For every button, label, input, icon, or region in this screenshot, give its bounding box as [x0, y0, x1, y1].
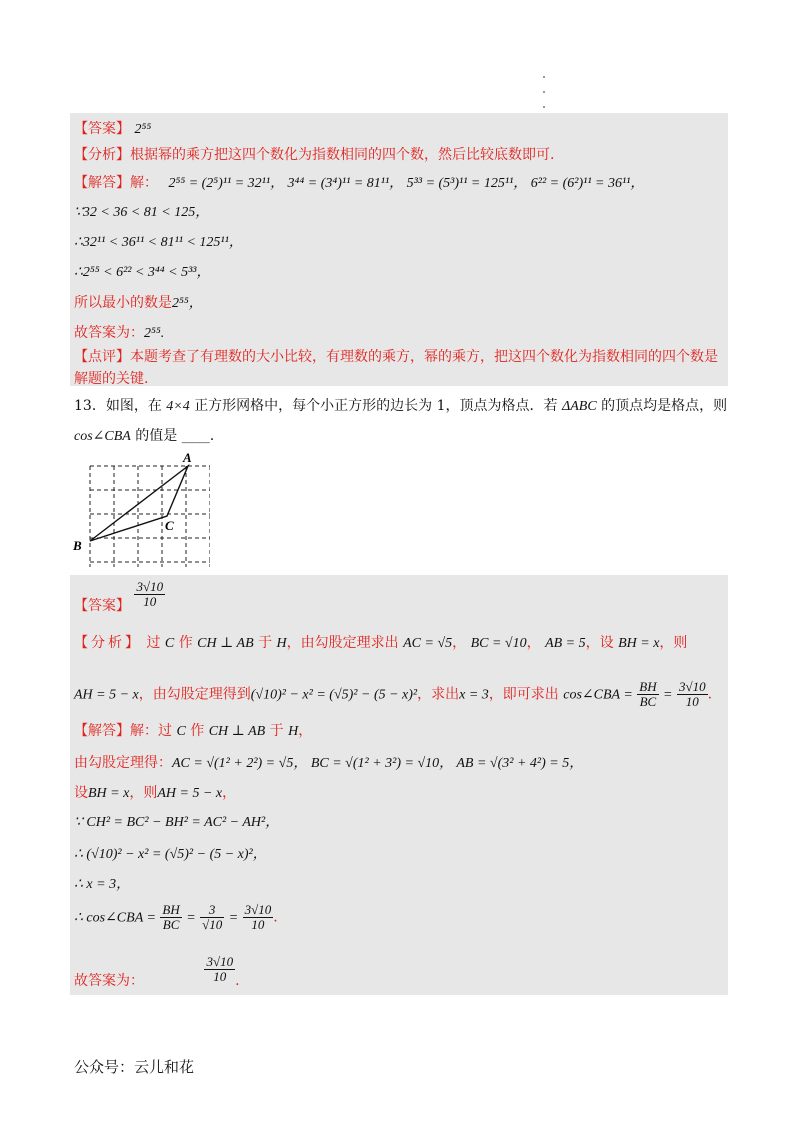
q13-solution-line-2	[74, 754, 583, 773]
answer-blank: ____.	[181, 428, 215, 444]
answer-fraction	[134, 580, 165, 609]
solution-step: ∴2⁵⁵ < 6²² < 3⁴⁴ < 5³³，	[74, 265, 211, 280]
footer-account-name: 公众号：云儿和花	[74, 1058, 195, 1076]
analysis-math: BH = x	[618, 636, 660, 651]
solution-tag: 【解答】	[74, 175, 130, 191]
solution-math: 2⁵⁵，	[172, 296, 203, 311]
solution-text: 由勾股定理得：	[74, 755, 172, 771]
analysis-text: ，即可求出	[488, 686, 559, 703]
q13-stem-line-2	[74, 426, 214, 447]
stem-text: 正方形网格中，每个小正方形的边长为 1，顶点为格点．若	[194, 398, 558, 414]
final-answer-label: 故答案为：	[74, 973, 144, 989]
fraction-numerator: 3	[200, 903, 224, 918]
comment-tag: 【点评】	[74, 349, 130, 365]
solution-text: 设	[74, 785, 88, 801]
solution-math: =	[186, 910, 196, 926]
solution-step: ∴32¹¹ < 36¹¹ < 81¹¹ < 125¹¹，	[74, 235, 243, 250]
stem-math: ΔABC	[562, 399, 597, 414]
solution-math: ∴ cos∠CBA =	[74, 910, 156, 926]
q12-comment-line	[74, 348, 718, 366]
analysis-text: 于	[258, 635, 273, 651]
analysis-text: ，则	[659, 635, 688, 651]
fraction-numerator: 3√10	[136, 579, 164, 594]
answer-tag: 【答案】	[74, 121, 130, 137]
solution-text: ，	[298, 723, 313, 739]
final-answer-label: 故答案为：	[74, 325, 144, 341]
stem-text: 13．如图，在	[74, 398, 162, 414]
vertex-label-b: B	[73, 538, 82, 553]
analysis-math: CH ⊥ AB	[197, 636, 254, 651]
comment-text: 本题考查了有理数的大小比较，有理数的乘方，幂的乘方，把这四个数化为指数相同的四个数是	[130, 349, 718, 365]
q12-solution-line	[74, 174, 644, 193]
vertex-label-c: C	[165, 518, 174, 533]
decorative-dot	[543, 106, 545, 108]
solution-text: .	[273, 909, 278, 926]
q13-answer-line	[74, 580, 165, 614]
fraction-numerator: BH	[162, 902, 180, 917]
solution-text: ，则	[129, 785, 158, 801]
analysis-math: x = 3	[459, 687, 489, 703]
solution-text: 所以最小的数是	[74, 295, 172, 311]
analysis-math: H	[276, 636, 287, 651]
stem-text: 的值是	[135, 428, 178, 444]
q13-solution-line-7	[74, 903, 278, 932]
solution-math: BH = x	[88, 786, 130, 801]
solution-step: ∴ x = 3，	[74, 877, 131, 892]
analysis-text: ，设	[585, 635, 614, 651]
fraction-denominator: 10	[251, 917, 265, 932]
solution-math: =	[228, 910, 239, 926]
analysis-tag: 【分析】	[74, 635, 142, 651]
fraction-numerator: 3√10	[244, 902, 272, 917]
vertex-label-a: A	[183, 452, 192, 465]
analysis-tag: 【分析】	[74, 147, 130, 163]
fraction-denominator: 10	[143, 594, 157, 609]
fraction-denominator: √10	[202, 917, 223, 932]
q13-analysis-line-1	[74, 634, 687, 653]
analysis-math: C	[164, 636, 175, 651]
analysis-text: .	[707, 686, 713, 703]
analysis-text: 根据幂的乘方把这四个数化为指数相同的四个数，然后比较底数即可.	[130, 147, 555, 163]
solution-lead: 解：	[130, 175, 158, 191]
dashed-grid	[90, 466, 210, 567]
solution-step: ∵32 < 36 < 81 < 125，	[74, 205, 210, 220]
analysis-text: ，由勾股定理求出	[286, 635, 399, 651]
solution-step	[74, 294, 203, 313]
final-answer-fraction	[204, 955, 235, 984]
analysis-text: 过	[146, 635, 161, 651]
final-answer-text: .	[235, 973, 240, 989]
analysis-math: AH = 5 − x	[74, 687, 139, 703]
comment-text: 解题的关键.	[74, 371, 149, 387]
q13-analysis-line-2	[74, 680, 712, 709]
solution-math: H	[288, 724, 299, 739]
solution-step	[74, 324, 164, 343]
analysis-math: AB = 5	[545, 636, 586, 651]
fraction-3-sqrt10	[200, 903, 224, 932]
answer-tag: 【答案】	[74, 598, 130, 614]
analysis-text: 作	[178, 635, 193, 651]
analysis-math: (√10)² − x² = (√5)² − (5 − x)²	[250, 687, 418, 703]
fraction-bh-bc	[637, 680, 658, 709]
stem-text: 的顶点均是格点，则	[601, 398, 728, 414]
solution-math: CH ⊥ AB	[208, 724, 266, 739]
fraction-denominator: BC	[162, 917, 180, 932]
analysis-text: ，由勾股定理得到	[138, 686, 251, 703]
q12-answer-line	[74, 120, 151, 139]
decorative-dot	[543, 76, 545, 78]
decorative-dot	[543, 91, 545, 93]
analysis-text: ，求出	[417, 686, 460, 703]
fraction-numerator: BH	[639, 679, 657, 694]
fraction-denominator: 10	[685, 694, 699, 709]
solution-text: 于	[269, 723, 284, 739]
fraction-denominator: BC	[639, 694, 657, 709]
stem-math: cos∠CBA	[74, 429, 131, 444]
grid-triangle-figure	[70, 452, 210, 577]
analysis-text: ，	[452, 635, 467, 651]
fraction-numerator: 3√10	[678, 679, 706, 694]
analysis-math: AC = √5	[403, 636, 453, 651]
fraction-denominator: 10	[213, 969, 227, 984]
analysis-math: BC = √10	[470, 636, 527, 651]
q13-solution-line-1	[74, 722, 312, 741]
analysis-math: cos∠CBA =	[563, 687, 633, 703]
solution-text: 作	[190, 723, 205, 739]
q12-analysis-line	[74, 146, 554, 164]
stem-math: 4×4	[166, 399, 190, 414]
analysis-text: ，	[526, 635, 541, 651]
solution-text: ，	[222, 785, 237, 801]
q13-solution-line-3	[74, 784, 236, 803]
solution-text: 解：过	[130, 723, 172, 739]
final-answer-value: 2⁵⁵.	[144, 326, 165, 341]
fraction-numerator: 3√10	[206, 954, 234, 969]
answer-value: 2⁵⁵	[134, 122, 152, 137]
solution-step: ∵ CH² = BC² − BH² = AC² − AH²，	[74, 815, 280, 830]
fraction-answer	[243, 903, 274, 932]
analysis-math: =	[663, 687, 673, 703]
fraction-bh-bc	[160, 903, 181, 932]
solution-math: C	[176, 724, 186, 739]
solution-step: ∴ (√10)² − x² = (√5)² − (5 − x)²，	[74, 847, 267, 862]
solution-math: AH = 5 − x	[157, 786, 223, 801]
q13-stem-line-1	[74, 396, 727, 417]
solution-step: 2⁵⁵ = (2⁵)¹¹ = 32¹¹， 3⁴⁴ = (3⁴)¹¹ = 81¹¹， 5³³ = (5³)¹¹ = 125¹¹， 6²² = (6²)¹¹ = 36¹¹，	[168, 176, 645, 191]
solution-math: AC = √(1² + 2²) = √5， BC = √(1² + 3²) = √10， AB = √(3² + 4²) = 5，	[172, 756, 584, 771]
solution-tag: 【解答】	[74, 723, 130, 739]
fraction-answer	[677, 680, 708, 709]
q13-final-answer-line	[74, 955, 240, 989]
